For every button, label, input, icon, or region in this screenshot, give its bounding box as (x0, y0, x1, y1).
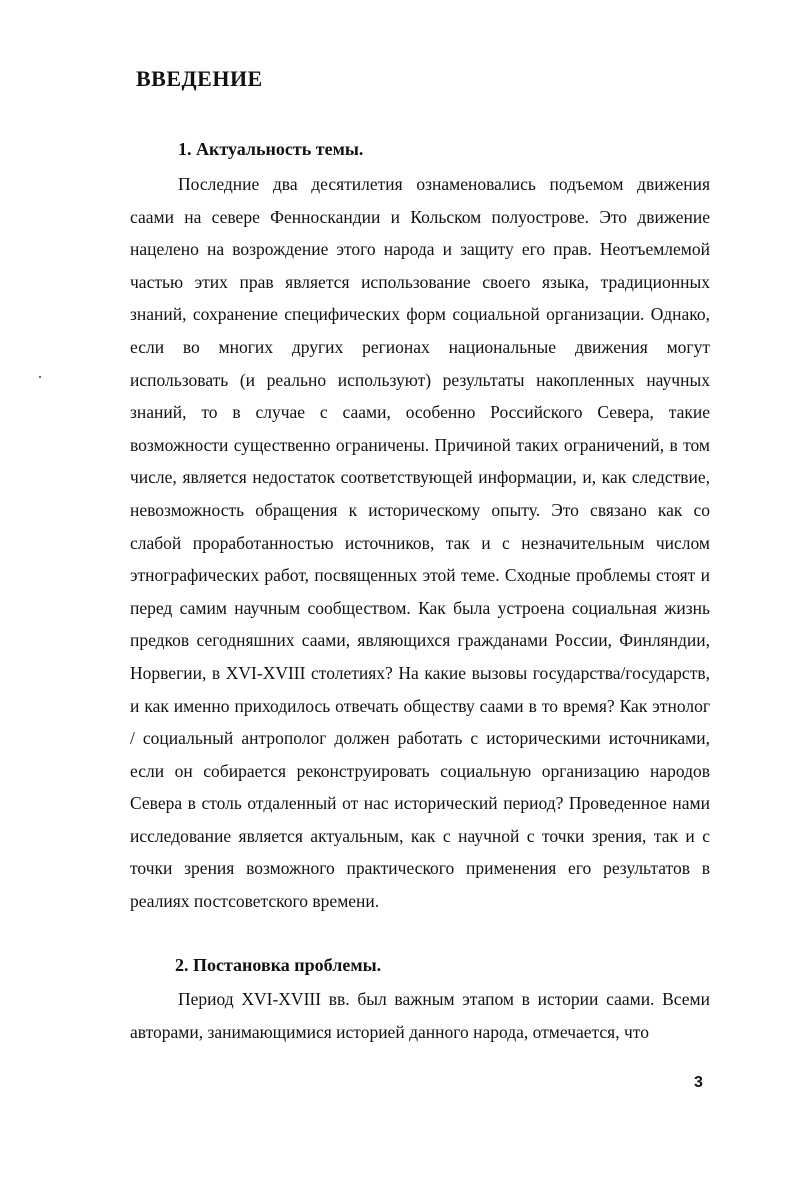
scan-speck (39, 376, 41, 378)
section-title-relevance: 1. Актуальность темы. (178, 139, 364, 159)
section-title-problem-statement: 2. Постановка проблемы. (175, 955, 382, 975)
section-paragraph-problem-statement: Период XVI-XVIII вв. был важным этапом в истории саами. Всеми авторами, занимающимися историей данного народа, отмечается, что (130, 989, 710, 1042)
page-number: 3 (694, 1074, 703, 1091)
section-paragraph-relevance: Последние два десятилетия ознаменовались подъемом движения саами на севере Фенноскандии и Кольском полуострове. Это движение нацелено на возрождение этого народа и защиту его прав. Неотъемлемой частью этих прав является использование своего языка, традиционных знаний, сохранение специфических форм социальной организации. Однако, если во многих других регионах национальные движения могут использовать (и реально используют) результаты накопленных научных знаний, то в случае с саами, особенно Российского Севера, такие возможности существенно ограничены. Причиной таких ограничений, в том числе, является недостаток соответствующей информации, и, как следствие, невозможность обращения к историческому опыту. Это связано как со слабой проработанностью источников, так и с незначительным числом этнографических работ, посвященных этой теме. Сходные проблемы стоят и перед самим научным сообществом. Как была устроена социальная жизнь предков сегодняшних саами, являющихся гражданами России, Финляндии, Норвегии, в XVI-XVIII столетиях? На какие вызовы государства/государств, и как именно приходилось отвечать обществу саами в то время? Как этнолог / социальный антрополог должен работать с историческими источниками, если он собирается реконструировать социальную организацию народов Севера в столь отдаленный от нас исторический период? Проведенное нами исследование является актуальным, как с научной с точки зрения, так и с точки зрения возможного практического применения его результатов в реалиях постсоветского времени. (130, 174, 710, 912)
chapter-heading: ВВЕДЕНИЕ (136, 66, 263, 91)
